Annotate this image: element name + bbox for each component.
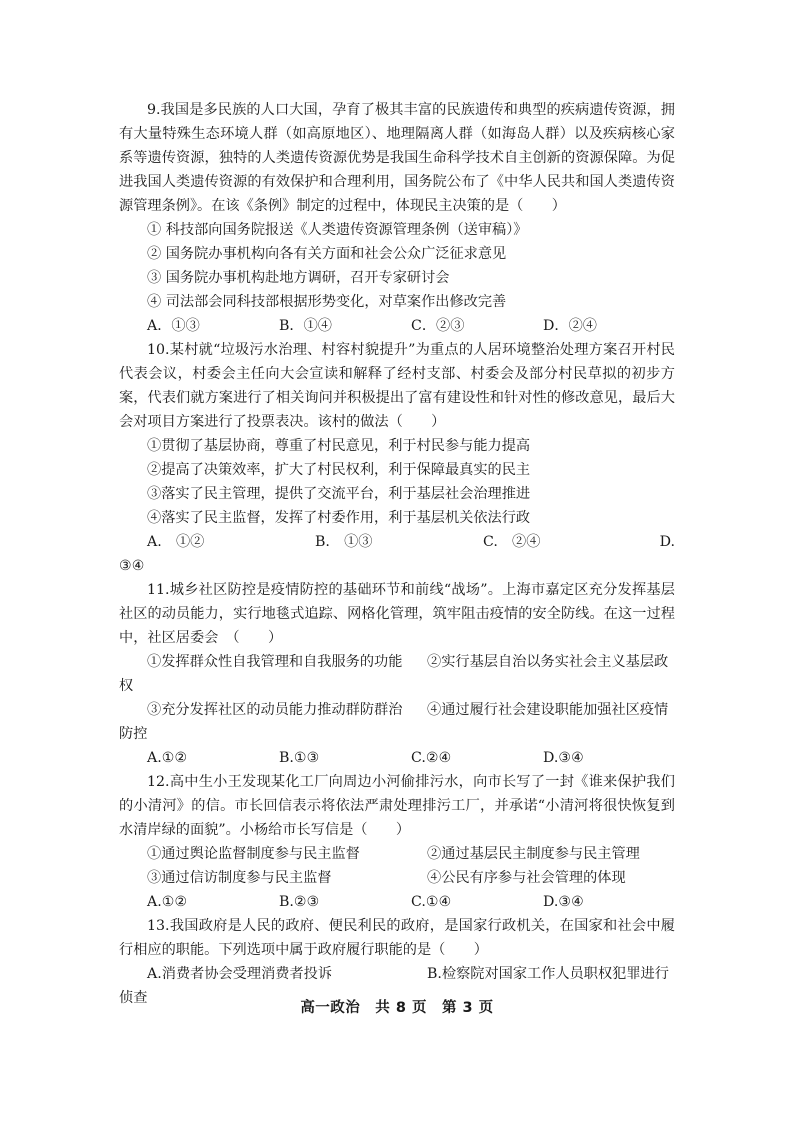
question-10-option-3: ③落实了民主管理，提供了交流平台，利于基层社会治理推进 [147, 486, 531, 502]
question-11-option-1: ①发挥群众性自我管理和自我服务的功能 [147, 654, 403, 670]
question-13-option-b: B.检察院对国家工作人员职权犯罪进行 [427, 966, 669, 982]
question-12-option-row-1 [119, 842, 675, 866]
question-10-option-2: ②提高了决策效率，扩大了村民权利，利于保障最真实的民主 [147, 462, 531, 478]
question-13-option-b-tail: 侦查 [119, 990, 148, 1006]
question-11-option-2-tail: 权 [119, 678, 134, 694]
question-9-stem: 9.我国是多民族的人口大国，孕育了极其丰富的民族遗传和典型的疾病遗传资源，拥有大量特殊生态环境人群（如高原地区）、地理隔离人群（如海岛人群）以及疾病核心家系等遗传资源，独特的人类遗传资源优势是我国生命科学技术自主创新的资源保障。为促进我国人类遗传资源的有效保护和合理利用，国务院公布了《中华人民共和国人类遗传资源管理条例》。在该《条例》制定的过程中，体现民主决策的是（ ） [119, 102, 675, 214]
question-12-option-2: ②通过基层民主制度参与民主管理 [427, 846, 640, 862]
answer-a: A. ①② [147, 534, 205, 550]
answer-d-value: ③④ [119, 558, 145, 574]
question-9-option-3: ③ 国务院办事机构赴地方调研，召开专家研讨会 [147, 270, 450, 286]
answer-b: B.①③ [279, 750, 320, 766]
question-9-option-1: ① 科技部向国务院报送《人类遗传资源管理条例（送审稿）》 [147, 222, 528, 238]
answer-d-label: D. [659, 534, 675, 550]
question-11-option-3: ③充分发挥社区的动员能力推动群防群治 [147, 702, 403, 718]
answer-a: A．①③ [147, 318, 200, 334]
question-10-option-1: ①贯彻了基层协商，尊重了村民意见，利于村民参与能力提高 [147, 438, 531, 454]
question-12 [119, 770, 675, 914]
question-12-option-4: ④公民有序参与社会管理的体现 [427, 870, 626, 886]
page-footer: 高一政治 共 8 页 第 3 页 [300, 1000, 494, 1016]
question-9-option-4: ④ 司法部会同科技部根据形势变化，对草案作出修改完善 [147, 294, 507, 310]
question-10-answers [119, 530, 675, 554]
question-13-stem: 13.我国政府是人民的政府、便民利民的政府，是国家行政机关，在国家和社会中履行相应的职能。下列选项中属于政府履行职能的是（ ） [119, 918, 675, 958]
question-10-stem: 10.某村就“垃圾污水治理、村容村貌提升”为重点的人居环境整治处理方案召开村民代表会议，村委会主任向大会宣读和解释了经村支部、村委会及部分村民草拟的初步方案，代表们就方案进行了相关询问并积极提出了富有建设性和针对性的修改意见，最后大会对项目方案进行了投票表决。该村的做法（ ） [119, 342, 675, 430]
answer-c: C.②④ [411, 750, 452, 766]
question-12-option-3: ③通过信访制度参与民主监督 [147, 870, 332, 886]
question-9-answers [119, 314, 675, 338]
answer-a: A.①② [147, 894, 188, 910]
question-11-option-4-tail: 防控 [119, 726, 148, 742]
answer-c: C. ②④ [483, 534, 541, 550]
question-9 [119, 98, 675, 338]
question-11-option-row-2 [119, 698, 675, 722]
question-12-stem: 12.高中生小王发现某化工厂向周边小河偷排污水，向市长写了一封《谁来保护我们的小清河》的信。市长回信表示将依法严肃处理排污工厂，并承诺“小清河将很快恢复到水清岸绿的面貌”。小杨给市长写信是（ ） [119, 774, 675, 838]
question-11-option-4: ④通过履行社会建设职能加强社区疫情 [427, 702, 669, 718]
exam-content [119, 98, 675, 1010]
question-11-answers [119, 746, 675, 770]
question-12-option-row-2 [119, 866, 675, 890]
answer-c: C.①④ [411, 894, 452, 910]
question-11 [119, 578, 675, 770]
answer-d: D.③④ [543, 750, 584, 766]
question-12-answers [119, 890, 675, 914]
answer-d: D.③④ [543, 894, 584, 910]
question-11-option-row-1 [119, 650, 675, 674]
answer-b: B.②③ [279, 894, 320, 910]
question-11-stem: 11.城乡社区防控是疫情防控的基础环节和前线“战场”。上海市嘉定区充分发挥基层社区的动员能力，实行地毯式追踪、网格化管理，筑牢阻击疫情的安全防线。在这一过程中，社区居委会 （ ） [119, 582, 675, 646]
answer-a: A.①② [147, 750, 188, 766]
answer-d: D．②④ [543, 318, 597, 334]
question-9-option-2: ② 国务院办事机构向各有关方面和社会公众广泛征求意见 [147, 246, 507, 262]
question-11-option-2: ②实行基层自治以务实社会主义基层政 [427, 654, 669, 670]
answer-b: B．①④ [279, 318, 332, 334]
answer-c: C．②③ [411, 318, 465, 334]
answer-b: B. ①③ [315, 534, 373, 550]
question-12-option-1: ①通过舆论监督制度参与民主监督 [147, 846, 360, 862]
question-10 [119, 338, 675, 578]
question-13-option-row-1 [119, 962, 675, 986]
question-13-option-a: A.消费者协会受理消费者投诉 [147, 966, 333, 982]
question-10-option-4: ④落实了民主监督，发挥了村委作用，利于基层机关依法行政 [147, 510, 531, 526]
